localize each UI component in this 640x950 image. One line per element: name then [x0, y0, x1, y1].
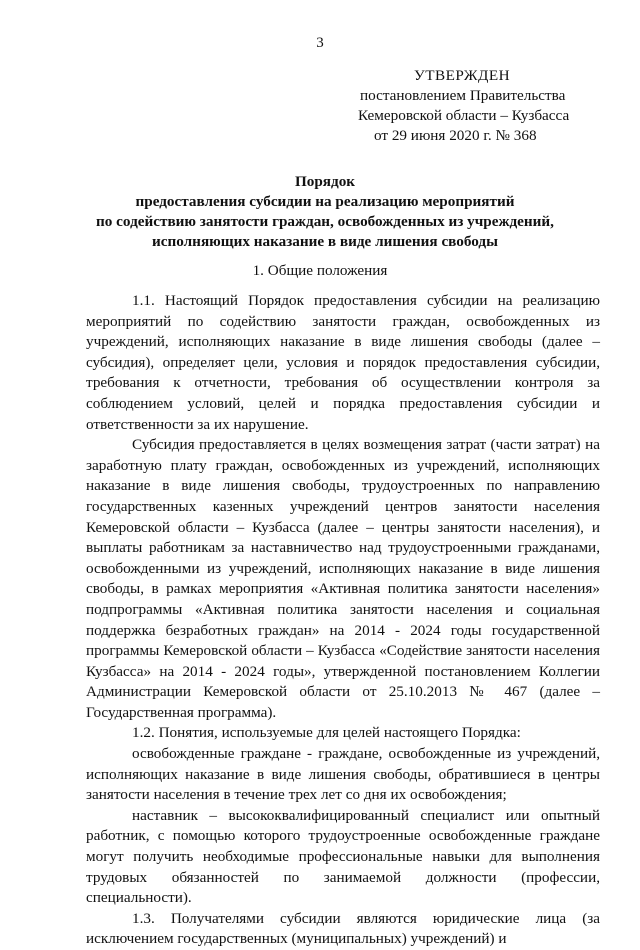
paragraph: Субсидия предоставляется в целях возмещения затрат (части затрат) на заработную плату граждан, освобожденных из учреждений, исполняющих наказание в виде лишения свободы, трудоустроенных по направлению государственных казенных учреждений центров занятости населения Кемеровской области – Кузбасса (далее – центры занятости населения), и выплаты работникам за наставничество над трудоустроенными гражданами, освобожденными из учреждений, исполняющих наказание в виде лишения свободы, в рамках мероприятия «Активная политика занятости населения» подпрограммы «Активная политика занятости населения и социальная поддержка безработных граждан» на 2014 - 2024 годы государственной программы Кемеровской области – Кузбасса «Содействие занятости населения Кузбасса» на 2014 - 2024 годы», утвержденной постановлением Коллегии Администрации Кемеровской области от 25.10.2013 № 467 (далее – Государственная программа).: [86, 436, 600, 721]
title-line: Порядок: [294, 173, 356, 190]
paragraph: наставник – высококвалифицированный специалист или опытный работник, с помощью которого трудоустроенные освобожденные граждане могут получить необходимые профессиональные навыки для выполнения трудовых обязанностей по занимаемой должности (профессии, специальности).: [86, 806, 600, 907]
approval-block: [354, 66, 604, 146]
approval-line: Кемеровской области – Кузбасса: [358, 107, 570, 124]
page-number: 3: [316, 35, 324, 51]
document-title: [60, 172, 590, 252]
paragraph: 1.3. Получателями субсидии являются юридические лица (за исключением государственных (муниципальных) учреждений) и: [86, 909, 600, 948]
body-text: [86, 291, 600, 950]
paragraph: освобожденные граждане - граждане, освобожденные из учреждений, исполняющих наказание в виде лишения свободы, обратившиеся в центры занятости населения в течение трех лет со дня их освобождения;: [86, 745, 600, 804]
title-line: исполняющих наказание в виде лишения свободы: [152, 233, 498, 250]
paragraph: 1.2. Понятия, используемые для целей настоящего Порядка:: [132, 724, 521, 742]
title-line: по содействию занятости граждан, освобожденных из учреждений,: [96, 213, 554, 230]
approval-line: от 29 июня 2020 г. № 368: [374, 127, 537, 144]
paragraph: 1.1. Настоящий Порядок предоставления субсидии на реализацию мероприятий по содействию занятости граждан, освобожденных из учреждений, исполняющих наказание в виде лишения свободы (далее – субсидия), определяет цели, условия и порядок предоставления субсидии, требования к отчетности, требования об осуществлении контроля за соблюдением условий, целей и порядка предоставления субсидии и ответственности за их нарушение.: [86, 292, 600, 433]
section-heading: 1. Общие положения: [252, 262, 388, 279]
approval-title: УТВЕРЖДЕН: [414, 67, 511, 84]
approval-line: постановлением Правительства: [360, 87, 566, 104]
title-line: предоставления субсидии на реализацию мероприятий: [135, 193, 515, 210]
